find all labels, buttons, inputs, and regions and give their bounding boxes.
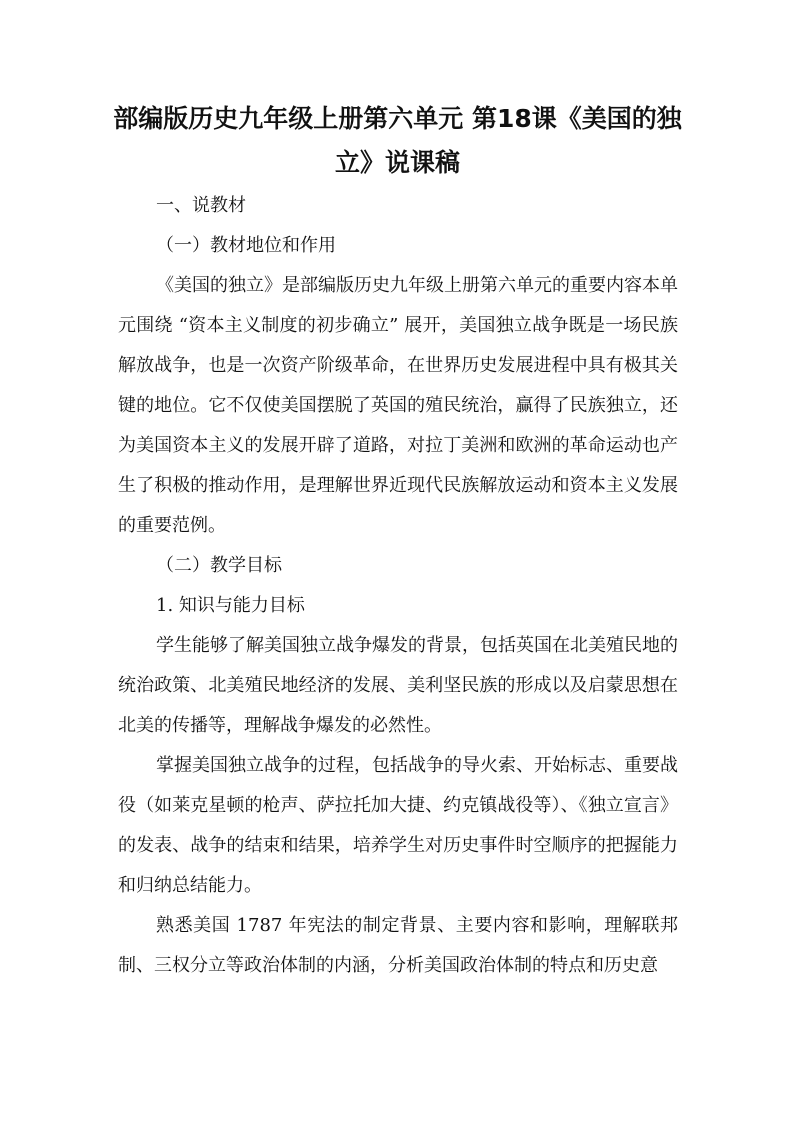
paragraph: 学生能够了解美国独立战争爆发的背景，包括英国在北美殖民地的统治政策、北美殖民地经济的发展、美利坚民族的形成以及启蒙思想在北美的传播等，理解战争爆发的必然性。 xyxy=(118,635,678,736)
subsection-heading: （一）教材地位和作用 xyxy=(156,235,336,256)
document-body xyxy=(118,186,678,986)
document-title: 部编版历史九年级上册第六单元 第18课《美国的独立》说课稿 xyxy=(113,104,682,177)
paragraph: 掌握美国独立战争的过程，包括战争的导火索、开始标志、重要战役（如莱克星顿的枪声、萨拉托加大捷、约克镇战役等）、《独立宣言》的发表、战争的结束和结果，培养学生对历史事件时空顺序的把握能力和归纳总结能力。 xyxy=(118,755,678,896)
paragraph: 《美国的独立》是部编版历史九年级上册第六单元的重要内容本单元围绕 “资本主义制度的初步确立” 展开，美国独立战争既是一场民族解放战争，也是一次资产阶级革命，在世界历史发展进程中具有极其关键的地位。它不仅使美国摆脱了英国的殖民统治，赢得了民族独立，还为美国资本主义的发展开辟了道路，对拉丁美洲和欧洲的革命运动也产生了积极的推动作用，是理解世界近现代民族解放运动和资本主义发展的重要范例。 xyxy=(118,275,678,536)
list-item-heading: 1. 知识与能力目标 xyxy=(156,595,305,616)
subsection-heading: （二）教学目标 xyxy=(156,555,282,576)
paragraph: 熟悉美国 1787 年宪法的制定背景、主要内容和影响，理解联邦制、三权分立等政治体制的内涵，分析美国政治体制的特点和历史意 xyxy=(118,915,678,976)
section-heading: 一、说教材 xyxy=(156,195,246,216)
